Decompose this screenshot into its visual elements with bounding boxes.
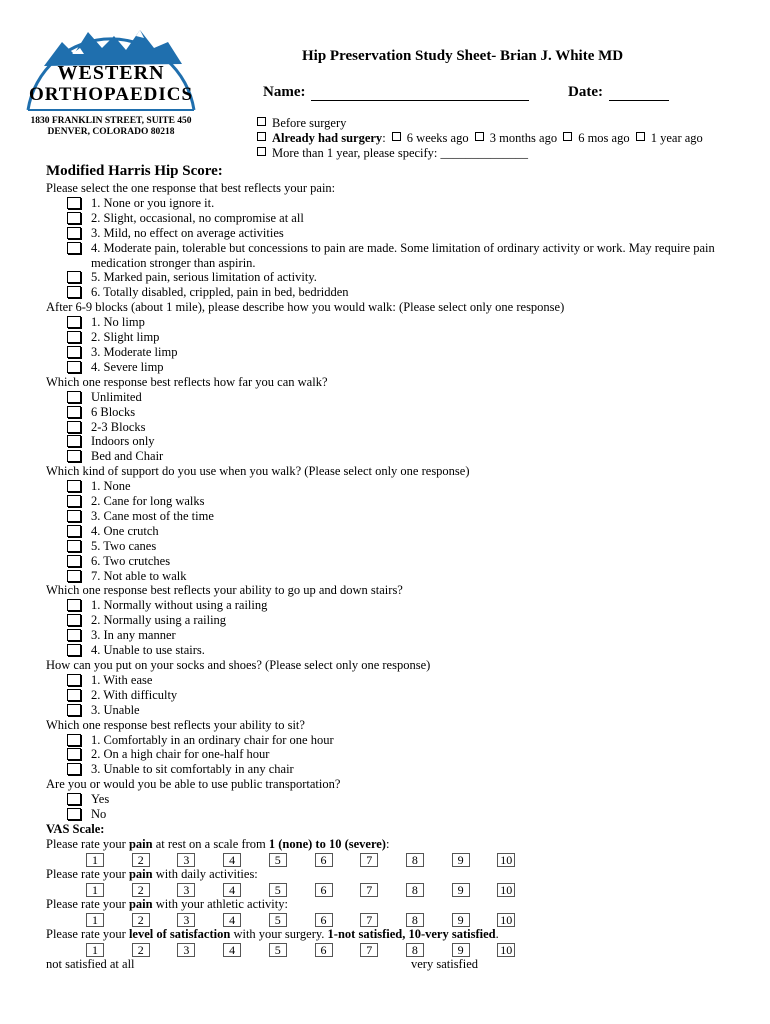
checkbox[interactable] bbox=[67, 614, 81, 626]
checkbox[interactable] bbox=[67, 286, 81, 298]
checkbox[interactable] bbox=[67, 599, 81, 611]
question-text: After 6-9 blocks (about 1 mile), please describe how you would walk: (Please select only one response) bbox=[46, 300, 565, 315]
checkbox[interactable] bbox=[67, 480, 81, 492]
answer-option[interactable] bbox=[46, 554, 746, 569]
answer-label: 2. Slight, occasional, no compromise at all bbox=[91, 210, 304, 225]
checkbox[interactable] bbox=[67, 674, 81, 686]
checkbox[interactable] bbox=[67, 361, 81, 373]
scale-box[interactable]: 5 bbox=[269, 853, 287, 867]
answer-option[interactable] bbox=[46, 434, 746, 449]
checkbox[interactable] bbox=[67, 406, 81, 418]
answer-option[interactable] bbox=[46, 405, 746, 420]
answer-option[interactable] bbox=[46, 211, 746, 226]
section-title: Modified Harris Hip Score: bbox=[46, 163, 223, 179]
answer-option[interactable] bbox=[46, 196, 746, 211]
answer-option[interactable] bbox=[46, 762, 746, 777]
scale-box[interactable]: 7 bbox=[360, 853, 378, 867]
answer-option[interactable] bbox=[46, 569, 746, 584]
answer-label: 3. In any manner bbox=[91, 628, 176, 643]
answer-option[interactable] bbox=[46, 315, 746, 330]
answer-label: 2. Normally using a railing bbox=[91, 613, 227, 628]
vas-question-4: Please rate your level of satisfaction with your surgery. 1-not satisfied, 10-very satisfied. bbox=[46, 926, 499, 941]
answer-label: 1. Normally without using a railing bbox=[91, 598, 268, 613]
question-text: Which kind of support do you use when you walk? (Please select only one response) bbox=[46, 464, 470, 479]
harris-hip-score bbox=[46, 161, 746, 972]
answer-option[interactable] bbox=[46, 494, 746, 509]
answer-label: 6. Two crutches bbox=[91, 553, 171, 568]
checkbox[interactable] bbox=[67, 704, 81, 716]
answer-label: 1. With ease bbox=[91, 672, 153, 687]
vas-title: VAS Scale: bbox=[46, 821, 105, 836]
checkbox[interactable] bbox=[67, 242, 81, 254]
scale-right-label: very satisfied bbox=[411, 956, 478, 971]
logo-line2: ORTHOPAEDICS bbox=[28, 84, 194, 105]
answer-option[interactable] bbox=[46, 285, 746, 300]
question-text: Are you or would you be able to use public transportation? bbox=[46, 777, 341, 792]
answer-label: 2. On a high chair for one-half hour bbox=[91, 747, 270, 762]
answer-label: 6 Blocks bbox=[91, 404, 136, 419]
checkbox[interactable] bbox=[563, 132, 572, 141]
answer-label: No bbox=[91, 807, 107, 822]
answer-label: 3. Moderate limp bbox=[91, 344, 178, 359]
checkbox[interactable] bbox=[67, 227, 81, 239]
answer-option[interactable] bbox=[46, 643, 746, 658]
checkbox[interactable] bbox=[67, 644, 81, 656]
checkbox[interactable] bbox=[67, 271, 81, 283]
answer-option[interactable] bbox=[46, 345, 746, 360]
answer-option[interactable] bbox=[46, 733, 746, 748]
answer-label: 2. With difficulty bbox=[91, 687, 178, 702]
checkbox[interactable] bbox=[67, 331, 81, 343]
checkbox[interactable] bbox=[67, 346, 81, 358]
answer-option[interactable] bbox=[46, 226, 746, 241]
scale-box[interactable]: 6 bbox=[315, 883, 333, 897]
date-field[interactable]: Date: bbox=[568, 84, 669, 101]
scale-box[interactable]: 8 bbox=[406, 913, 424, 927]
answer-option[interactable] bbox=[46, 807, 746, 822]
scale-box[interactable]: 5 bbox=[269, 943, 287, 957]
answer-label: 2-3 Blocks bbox=[91, 419, 146, 434]
scale-box[interactable]: 5 bbox=[269, 883, 287, 897]
answer-option[interactable] bbox=[46, 241, 746, 271]
answer-option[interactable] bbox=[46, 792, 746, 807]
answer-label: 4. One crutch bbox=[91, 523, 159, 538]
answer-label: 5. Two canes bbox=[91, 538, 157, 553]
answer-label: Indoors only bbox=[91, 434, 155, 449]
answer-option[interactable] bbox=[46, 330, 746, 345]
answer-option[interactable] bbox=[46, 449, 746, 464]
checkbox[interactable] bbox=[67, 555, 81, 567]
scale-box[interactable]: 1 bbox=[86, 913, 104, 927]
scale-box[interactable]: 1 bbox=[86, 853, 104, 867]
scale-box[interactable]: 2 bbox=[132, 913, 150, 927]
answer-option[interactable] bbox=[46, 390, 746, 405]
answer-label: 5. Marked pain, serious limitation of activity. bbox=[91, 270, 317, 285]
scale-box[interactable]: 10 bbox=[497, 943, 515, 957]
answer-label: 4. Unable to use stairs. bbox=[91, 643, 205, 658]
answer-option[interactable] bbox=[46, 613, 746, 628]
checkbox[interactable] bbox=[67, 629, 81, 641]
answer-option[interactable] bbox=[46, 673, 746, 688]
vas-question-1: Please rate your pain at rest on a scale from 1 (none) to 10 (severe): bbox=[46, 836, 390, 851]
scale-box[interactable]: 9 bbox=[452, 943, 470, 957]
answer-option[interactable] bbox=[46, 360, 746, 375]
answer-label: 1. None bbox=[91, 479, 131, 494]
scale-end-labels bbox=[46, 957, 746, 972]
answer-option[interactable] bbox=[46, 598, 746, 613]
answer-label: 6. Totally disabled, crippled, pain in bed, bedridden bbox=[91, 285, 349, 300]
answer-option[interactable] bbox=[46, 509, 746, 524]
scale-box[interactable]: 4 bbox=[223, 853, 241, 867]
answer-option[interactable] bbox=[46, 628, 746, 643]
checkbox[interactable] bbox=[67, 391, 81, 403]
scale-box[interactable]: 8 bbox=[406, 883, 424, 897]
scale-box[interactable]: 7 bbox=[360, 913, 378, 927]
answer-option[interactable] bbox=[46, 270, 746, 285]
scale-box[interactable]: 9 bbox=[452, 913, 470, 927]
scale-box[interactable]: 4 bbox=[223, 913, 241, 927]
more-than-year-checkbox[interactable] bbox=[257, 147, 266, 156]
checkbox[interactable] bbox=[67, 421, 81, 433]
logo-line1: WESTERN bbox=[57, 62, 165, 84]
scale-box[interactable]: 7 bbox=[360, 883, 378, 897]
answer-label: 3. Unable bbox=[91, 702, 140, 717]
scale-box[interactable]: 10 bbox=[497, 913, 515, 927]
scale-box[interactable]: 8 bbox=[406, 943, 424, 957]
scale-box[interactable]: 3 bbox=[177, 943, 195, 957]
vas-scale-3 bbox=[86, 912, 746, 927]
checkbox[interactable] bbox=[67, 763, 81, 775]
answer-label: 2. Slight limp bbox=[91, 330, 160, 345]
answer-option[interactable] bbox=[46, 524, 746, 539]
checkbox[interactable] bbox=[67, 570, 81, 582]
vas-scale-4 bbox=[86, 942, 746, 957]
checkbox[interactable] bbox=[67, 734, 81, 746]
logo-address: 1830 FRANKLIN STREET, SUITE 450 DENVER, COLORADO 80218 bbox=[30, 116, 192, 137]
scale-box[interactable]: 2 bbox=[132, 853, 150, 867]
scale-box[interactable]: 1 bbox=[86, 943, 104, 957]
scale-box[interactable]: 1 bbox=[86, 883, 104, 897]
answer-label: 3. Unable to sit comfortably in any chair bbox=[91, 762, 294, 777]
scale-box[interactable]: 3 bbox=[177, 853, 195, 867]
answer-label: Bed and Chair bbox=[91, 449, 164, 464]
scale-box[interactable]: 8 bbox=[406, 853, 424, 867]
question-text: Please select the one response that best reflects your pain: bbox=[46, 181, 336, 195]
scale-box[interactable]: 6 bbox=[315, 943, 333, 957]
answer-option[interactable] bbox=[46, 420, 746, 435]
answer-label: 7. Not able to walk bbox=[91, 568, 187, 583]
scale-box[interactable]: 10 bbox=[497, 883, 515, 897]
checkbox[interactable] bbox=[67, 495, 81, 507]
vas-scale-1 bbox=[86, 852, 746, 867]
answer-label: 3. Cane most of the time bbox=[91, 508, 214, 523]
checkbox[interactable] bbox=[67, 510, 81, 522]
answer-option[interactable] bbox=[46, 747, 746, 762]
vas-question-3: Please rate your pain with your athletic activity: bbox=[46, 896, 288, 911]
scale-box[interactable]: 4 bbox=[223, 943, 241, 957]
scale-box[interactable]: 9 bbox=[452, 883, 470, 897]
scale-box[interactable]: 6 bbox=[315, 853, 333, 867]
answer-option[interactable] bbox=[46, 539, 746, 554]
vas-question-2: Please rate your pain with daily activities: bbox=[46, 866, 258, 881]
checkbox[interactable] bbox=[67, 212, 81, 224]
checkbox[interactable] bbox=[475, 132, 484, 141]
already-surgery-checkbox[interactable] bbox=[257, 132, 266, 141]
surgery-status: Before surgery Already had surgery: 6 weeks ago 3 months ago 6 mos ago 1 year ago More than 1 year, please specify: ______________ bbox=[254, 116, 703, 161]
scale-box[interactable]: 2 bbox=[132, 883, 150, 897]
question-text: Which one response best reflects your ability to go up and down stairs? bbox=[46, 583, 403, 598]
checkbox[interactable] bbox=[67, 808, 81, 820]
vas-scale-2 bbox=[86, 882, 746, 897]
answer-label: Yes bbox=[91, 792, 110, 807]
checkbox[interactable] bbox=[67, 450, 81, 462]
scale-box[interactable]: 9 bbox=[452, 853, 470, 867]
question-text: How can you put on your socks and shoes? (Please select only one response) bbox=[46, 658, 431, 672]
checkbox[interactable] bbox=[67, 316, 81, 328]
scale-box[interactable]: 3 bbox=[177, 883, 195, 897]
scale-box[interactable]: 3 bbox=[177, 913, 195, 927]
scale-box[interactable]: 6 bbox=[315, 913, 333, 927]
answer-label: 4. Moderate pain, tolerable but concessions to pain are made. Some limitation of ordinary activity or work. May require pain medication stronger than aspirin. bbox=[91, 240, 715, 270]
answer-label: 1. None or you ignore it. bbox=[91, 195, 215, 210]
answer-option[interactable] bbox=[46, 703, 746, 718]
question-text: Which one response best reflects how far you can walk? bbox=[46, 374, 328, 389]
scale-box[interactable]: 2 bbox=[132, 943, 150, 957]
scale-box[interactable]: 10 bbox=[497, 853, 515, 867]
checkbox[interactable] bbox=[67, 525, 81, 537]
answer-label: 1. No limp bbox=[91, 315, 145, 330]
checkbox[interactable] bbox=[636, 132, 645, 141]
question-text: Which one response best reflects your ability to sit? bbox=[46, 717, 305, 732]
scale-box[interactable]: 7 bbox=[360, 943, 378, 957]
before-surgery-checkbox[interactable] bbox=[257, 117, 266, 126]
page-title: Hip Preservation Study Sheet- Brian J. White MD bbox=[302, 48, 624, 64]
answer-option[interactable] bbox=[46, 688, 746, 703]
answer-label: 2. Cane for long walks bbox=[91, 494, 205, 509]
answer-label: 4. Severe limp bbox=[91, 359, 164, 374]
checkbox[interactable] bbox=[392, 132, 401, 141]
name-field[interactable]: Name: bbox=[263, 84, 529, 101]
checkbox[interactable] bbox=[67, 197, 81, 209]
checkbox[interactable] bbox=[67, 793, 81, 805]
scale-box[interactable]: 4 bbox=[223, 883, 241, 897]
scale-box[interactable]: 5 bbox=[269, 913, 287, 927]
checkbox[interactable] bbox=[67, 435, 81, 447]
answer-label: 1. Comfortably in an ordinary chair for one hour bbox=[91, 732, 334, 747]
checkbox[interactable] bbox=[67, 540, 81, 552]
answer-label: 3. Mild, no effect on average activities bbox=[91, 225, 284, 240]
checkbox[interactable] bbox=[67, 748, 81, 760]
checkbox[interactable] bbox=[67, 689, 81, 701]
answer-label: Unlimited bbox=[91, 389, 142, 404]
scale-left-label: not satisfied at all bbox=[46, 956, 135, 971]
answer-option[interactable] bbox=[46, 479, 746, 494]
